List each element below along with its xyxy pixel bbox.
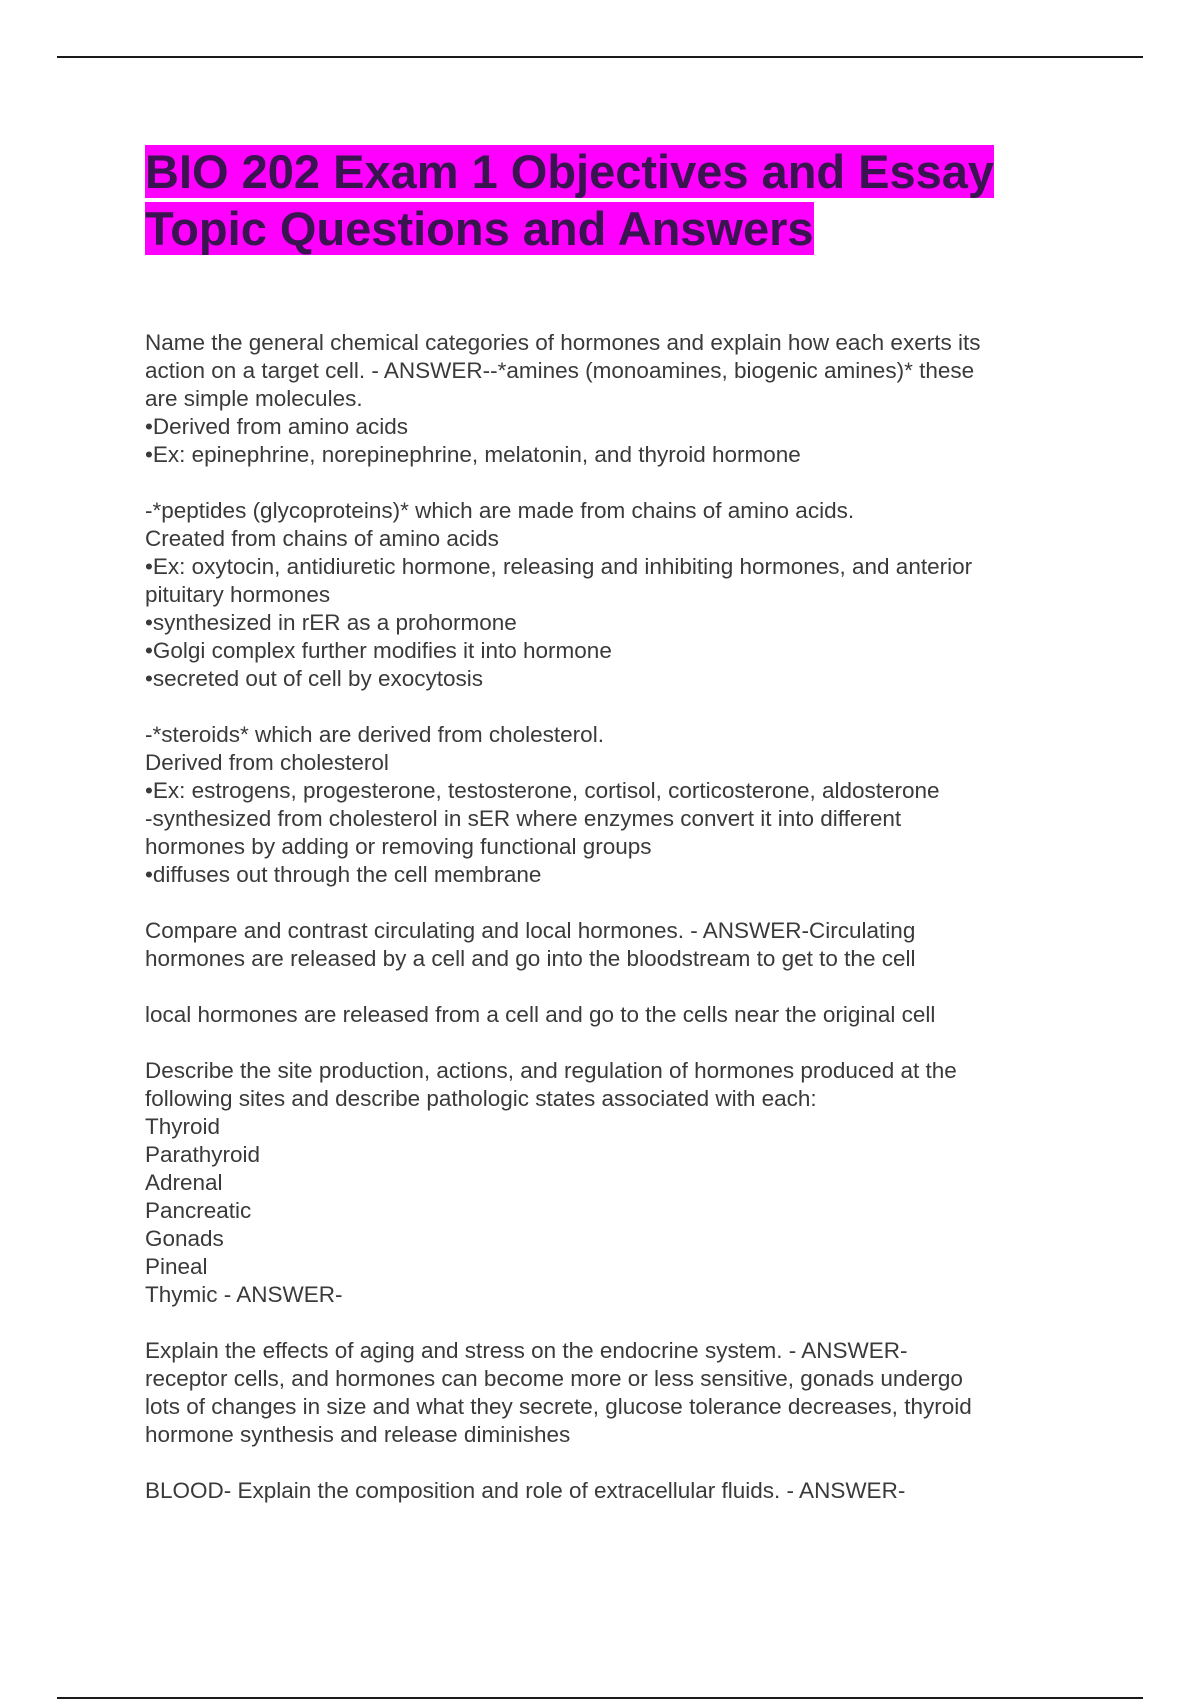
qa-paragraph — [145, 1001, 1065, 1029]
paragraph-gap — [145, 693, 1065, 721]
paragraph-gap — [145, 889, 1065, 917]
text-line: BLOOD- Explain the composition and role of extracellular fluids. - ANSWER- — [145, 1478, 906, 1503]
text-line: Parathyroid — [145, 1142, 261, 1167]
paragraph-gap — [145, 469, 1065, 497]
text-line: Thyroid — [145, 1114, 221, 1139]
text-line: Compare and contrast circulating and local hormones. - ANSWER-Circulating — [145, 918, 916, 943]
text-line: hormones are released by a cell and go into the bloodstream to get to the cell — [145, 946, 916, 971]
text-line: hormones by adding or removing functional groups — [145, 834, 652, 859]
text-line: Describe the site production, actions, and regulation of hormones produced at the — [145, 1058, 957, 1083]
text-line: are simple molecules. — [145, 386, 363, 411]
text-line: Pancreatic — [145, 1198, 252, 1223]
paragraph-gap — [145, 1029, 1065, 1057]
text-line: •Ex: estrogens, progesterone, testosterone, cortisol, corticosterone, aldosterone — [145, 778, 940, 803]
text-line: Derived from cholesterol — [145, 750, 389, 775]
qa-paragraph — [145, 1057, 1065, 1309]
text-line: Thymic - ANSWER- — [145, 1282, 343, 1307]
text-line: •synthesized in rER as a prohormone — [145, 610, 517, 635]
text-line: local hormones are released from a cell and go to the cells near the original cell — [145, 1002, 936, 1027]
text-line: •Ex: oxytocin, antidiuretic hormone, releasing and inhibiting hormones, and anterior — [145, 554, 973, 579]
text-line: Pineal — [145, 1254, 208, 1279]
bottom-rule — [57, 1697, 1143, 1699]
text-line: •secreted out of cell by exocytosis — [145, 666, 484, 691]
text-line: hormone synthesis and release diminishes — [145, 1422, 571, 1447]
text-line: Adrenal — [145, 1170, 223, 1195]
text-line: •diffuses out through the cell membrane — [145, 862, 542, 887]
qa-paragraph — [145, 329, 1065, 469]
paragraph-gap — [145, 973, 1065, 1001]
text-line: •Derived from amino acids — [145, 414, 408, 439]
qa-paragraph — [145, 721, 1065, 889]
text-line: pituitary hormones — [145, 582, 331, 607]
text-line: •Golgi complex further modifies it into hormone — [145, 638, 612, 663]
qa-paragraph — [145, 917, 1065, 973]
text-line: -synthesized from cholesterol in sER where enzymes convert it into different — [145, 806, 902, 831]
document-body — [145, 329, 1065, 1505]
text-line: lots of changes in size and what they secrete, glucose tolerance decreases, thyroid — [145, 1394, 972, 1419]
document-title — [145, 143, 1045, 257]
text-line: receptor cells, and hormones can become more or less sensitive, gonads undergo — [145, 1366, 963, 1391]
text-line: Created from chains of amino acids — [145, 526, 499, 551]
top-rule — [57, 56, 1143, 58]
text-line: Explain the effects of aging and stress on the endocrine system. - ANSWER- — [145, 1338, 908, 1363]
qa-paragraph — [145, 497, 1065, 693]
text-line: action on a target cell. - ANSWER--*amines (monoamines, biogenic amines)* these — [145, 358, 975, 383]
qa-paragraph — [145, 1477, 1065, 1505]
title-line: BIO 202 Exam 1 Objectives and Essay — [145, 145, 995, 198]
title-line: Topic Questions and Answers — [145, 202, 814, 255]
text-line: Name the general chemical categories of hormones and explain how each exerts its — [145, 330, 981, 355]
text-line: Gonads — [145, 1226, 224, 1251]
text-line: following sites and describe pathologic states associated with each: — [145, 1086, 817, 1111]
text-line: •Ex: epinephrine, norepinephrine, melatonin, and thyroid hormone — [145, 442, 801, 467]
paragraph-gap — [145, 1309, 1065, 1337]
qa-paragraph — [145, 1337, 1065, 1449]
text-line: -*peptides (glycoproteins)* which are made from chains of amino acids. — [145, 498, 855, 523]
paragraph-gap — [145, 1449, 1065, 1477]
text-line: -*steroids* which are derived from cholesterol. — [145, 722, 604, 747]
